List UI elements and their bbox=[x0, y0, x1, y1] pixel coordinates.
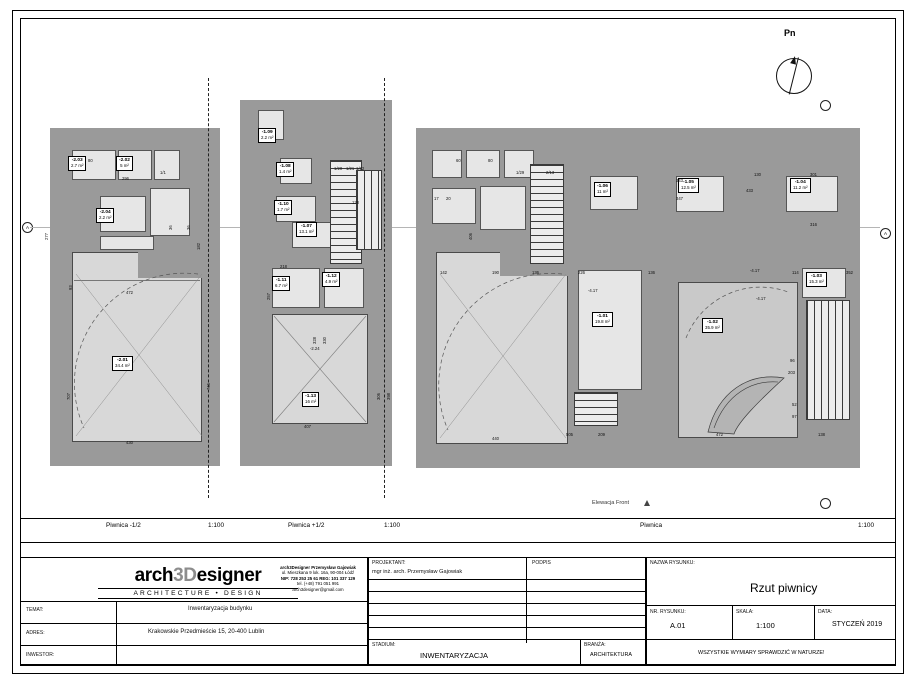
company-logo bbox=[98, 565, 298, 599]
elevation-triangle-icon bbox=[644, 500, 650, 506]
dimension-text: 190 bbox=[492, 270, 499, 275]
tb-divider bbox=[580, 639, 581, 665]
adres-value: Krakowskie Przedmieście 15, 20-400 Lublin bbox=[148, 629, 265, 635]
dimension-text: 142 bbox=[440, 270, 447, 275]
room-tag: -1.13 16 m² bbox=[302, 392, 319, 407]
scale-name: Piwnica bbox=[640, 522, 663, 529]
dimension-text: 36 bbox=[168, 225, 173, 230]
tb-divider bbox=[20, 645, 368, 665]
dimension-text: 96 bbox=[790, 358, 795, 363]
dimension-text: 36 bbox=[186, 225, 191, 230]
dimension-text: 2/13 bbox=[546, 170, 555, 175]
data-label: DATA: bbox=[818, 609, 832, 615]
temat-value: Inwentaryzacja budynku bbox=[188, 606, 253, 612]
tb-divider bbox=[646, 639, 896, 640]
dimension-text: 226 bbox=[578, 270, 585, 275]
dimension-text: 746 bbox=[206, 383, 211, 390]
room-tag: -1.08 1.4 m² bbox=[276, 162, 294, 177]
scale-row bbox=[20, 518, 896, 533]
dimension-text: 505 bbox=[566, 432, 573, 437]
room-tag: -1.12 4.9 m² bbox=[322, 272, 340, 287]
elevation-note: Elewacja Front bbox=[592, 500, 629, 506]
level-text: -2.24 bbox=[310, 346, 320, 351]
room-tag: -2.01 34.4 m² bbox=[112, 356, 133, 371]
dimension-text: 277 bbox=[44, 233, 49, 240]
dimension-text: 343 bbox=[676, 178, 683, 183]
dimension-text: 130 bbox=[754, 172, 761, 177]
tb-divider bbox=[732, 605, 733, 639]
dimension-text: 306 bbox=[376, 393, 381, 400]
dimension-text: 472 bbox=[716, 432, 723, 437]
logo-tagline: ARCHITECTURE • DESIGN bbox=[98, 588, 298, 599]
level-text: -4.17 bbox=[756, 296, 766, 301]
scale-value: 1:100 bbox=[858, 522, 874, 529]
dimension-text: 114 bbox=[792, 270, 799, 275]
nr-rysunku-value: A.01 bbox=[670, 621, 686, 630]
scale-name: Piwnica +1/2 bbox=[288, 522, 325, 529]
dimension-text: 330 bbox=[322, 337, 327, 344]
room-tag: -2.04 2.2 m² bbox=[96, 208, 114, 223]
arc-swing bbox=[74, 268, 204, 443]
dimension-text: 218 bbox=[280, 264, 287, 269]
tb-divider bbox=[368, 639, 646, 640]
dimension-text: 136 bbox=[648, 270, 655, 275]
stadium-label: STADIUM: bbox=[372, 642, 396, 648]
temat-label: TEMAT: bbox=[26, 607, 44, 613]
dimension-text: 352 bbox=[846, 270, 853, 275]
logo-text-c: esigner bbox=[196, 565, 262, 586]
axis-marker bbox=[820, 100, 831, 111]
level-text: -4.17 bbox=[750, 268, 760, 273]
inwestor-label: INWESTOR: bbox=[26, 652, 55, 658]
scale-name: Piwnica -1/2 bbox=[106, 522, 141, 529]
dimension-text: 97 bbox=[792, 414, 797, 419]
dimension-text: 93 bbox=[68, 285, 73, 290]
logo-text-a: arch bbox=[134, 565, 174, 586]
dimension-text: 301 bbox=[810, 172, 817, 177]
dimension-text: 328 bbox=[312, 337, 317, 344]
axis-marker: A bbox=[22, 222, 33, 233]
room-tag: -2.02 5 m² bbox=[116, 156, 133, 171]
room-area bbox=[432, 188, 476, 224]
projektant-label: PROJEKTANT: bbox=[372, 560, 406, 566]
scale-value: 1:100 bbox=[384, 522, 400, 529]
tb-divider bbox=[368, 627, 646, 628]
arc-swing bbox=[438, 268, 568, 444]
dimension-text: 60 bbox=[456, 158, 461, 163]
stadium-value: INWENTARYZACJA bbox=[420, 651, 489, 660]
footer-note: WSZYSTKIE WYMIARY SPRAWDZIĆ W NATURZE! bbox=[698, 650, 825, 656]
dimension-text: 707 bbox=[66, 393, 71, 400]
room-tag: -1.11 6.7 m² bbox=[272, 276, 290, 291]
stairs bbox=[530, 164, 564, 264]
room-tag: -1.09 2.2 m² bbox=[258, 128, 276, 143]
tb-divider bbox=[20, 601, 368, 623]
dimension-text: 138 bbox=[352, 200, 359, 205]
room-cross bbox=[272, 314, 368, 424]
room-area bbox=[480, 186, 526, 230]
adres-label: ADRES: bbox=[26, 630, 45, 636]
dimension-text: 138 bbox=[818, 432, 825, 437]
dimension-text: 407 bbox=[304, 424, 311, 429]
dimension-text: 433 bbox=[746, 188, 753, 193]
dimension-text: 472 bbox=[126, 290, 133, 295]
branza-value: ARCHITEKTURA bbox=[590, 652, 632, 658]
room-tag: -1.02 35.9 m² bbox=[702, 318, 723, 333]
dimension-text: 1/29 bbox=[516, 170, 525, 175]
dimension-text: 1/1 bbox=[160, 170, 166, 175]
room-tag: -1.07 13.1 m² bbox=[296, 222, 317, 237]
branza-label: BRANŻA: bbox=[584, 642, 606, 648]
dimension-text: 406 bbox=[468, 233, 473, 240]
room-tag: -1.10 1.7 m² bbox=[274, 200, 292, 215]
dimension-text: 20 bbox=[446, 196, 451, 201]
north-label: Pn bbox=[784, 28, 796, 38]
title-block bbox=[20, 542, 896, 666]
dimension-text: 80 bbox=[88, 158, 93, 163]
dimension-text: 440 bbox=[492, 436, 499, 441]
dimension-text: 347 bbox=[676, 196, 683, 201]
room-tag: -1.04 11.2 m² bbox=[790, 178, 811, 193]
dimension-text: 52 bbox=[792, 402, 797, 407]
drawing-title: Rzut piwnicy bbox=[750, 581, 818, 595]
plan-wall bbox=[60, 146, 70, 456]
nr-rysunku-label: NR. RYSUNKU: bbox=[650, 609, 686, 615]
dimension-text: 136 bbox=[532, 270, 539, 275]
tb-divider bbox=[368, 591, 646, 592]
skala-value: 1:100 bbox=[756, 621, 775, 630]
room-tag: -1.06 11 m² bbox=[594, 182, 611, 197]
dimension-text: 17 bbox=[434, 196, 439, 201]
tb-divider bbox=[526, 557, 527, 643]
dimension-text: 80 bbox=[488, 158, 493, 163]
tb-divider bbox=[814, 605, 815, 639]
skala-label: SKALA: bbox=[736, 609, 754, 615]
stairs bbox=[574, 392, 618, 426]
tb-divider bbox=[646, 605, 896, 606]
vault-curve bbox=[678, 282, 800, 440]
scale-value: 1:100 bbox=[208, 522, 224, 529]
break-line bbox=[208, 78, 209, 498]
stairs bbox=[356, 170, 382, 250]
room-area bbox=[466, 150, 500, 178]
dimension-text: 316 bbox=[810, 222, 817, 227]
room-tag: -1.01 19.8 m² bbox=[592, 312, 613, 327]
room-tag: -1.03 15.3 m² bbox=[806, 272, 827, 287]
dimension-text: 203 bbox=[788, 370, 795, 375]
podpis-label: PODPIS bbox=[532, 560, 551, 566]
dimension-text: 1/20 bbox=[334, 166, 343, 171]
room-area bbox=[432, 150, 462, 178]
tb-divider bbox=[368, 603, 646, 604]
stairs bbox=[806, 300, 850, 420]
dimension-text: 430 bbox=[126, 440, 133, 445]
nazwa-rysunku-label: NAZWA RYSUNKU: bbox=[650, 560, 695, 566]
dimension-text: 398 bbox=[386, 393, 391, 400]
level-text: -4.17 bbox=[588, 288, 598, 293]
room-tag: -2.03 2.7 m² bbox=[68, 156, 86, 171]
tb-divider bbox=[116, 601, 117, 665]
dimension-text: 182 bbox=[196, 243, 201, 250]
tb-divider bbox=[368, 579, 646, 580]
dimension-text: 257 bbox=[266, 293, 271, 300]
room-area bbox=[154, 150, 180, 180]
dimension-text: 296 bbox=[122, 176, 129, 181]
dimension-text: 1/22 bbox=[356, 166, 365, 171]
dimension-text: 1/21 bbox=[346, 166, 355, 171]
logo-text-b: 3D bbox=[173, 565, 197, 586]
axis-marker bbox=[820, 498, 831, 509]
break-line bbox=[384, 78, 385, 498]
dimension-text: 209 bbox=[598, 432, 605, 437]
room-tag: -1.05 12.5 m² bbox=[678, 178, 699, 193]
north-arrow-icon bbox=[776, 58, 812, 94]
data-value: STYCZEŃ 2019 bbox=[832, 621, 883, 628]
company-address: arch3Designer Przemysław Gajowiak ul. Mieszkana 9 lok. 16a, 90-004 Łódź NIP: 728 253 25 61 REG: 101 337 129 tel. (+48) 791 051 991 arch3designer@gmail.com bbox=[280, 565, 356, 592]
tb-divider bbox=[368, 615, 646, 616]
room-area bbox=[100, 236, 154, 250]
projektant-value: mgr inż. arch. Przemysław Gajowiak bbox=[372, 569, 463, 575]
axis-marker: A bbox=[880, 228, 891, 239]
